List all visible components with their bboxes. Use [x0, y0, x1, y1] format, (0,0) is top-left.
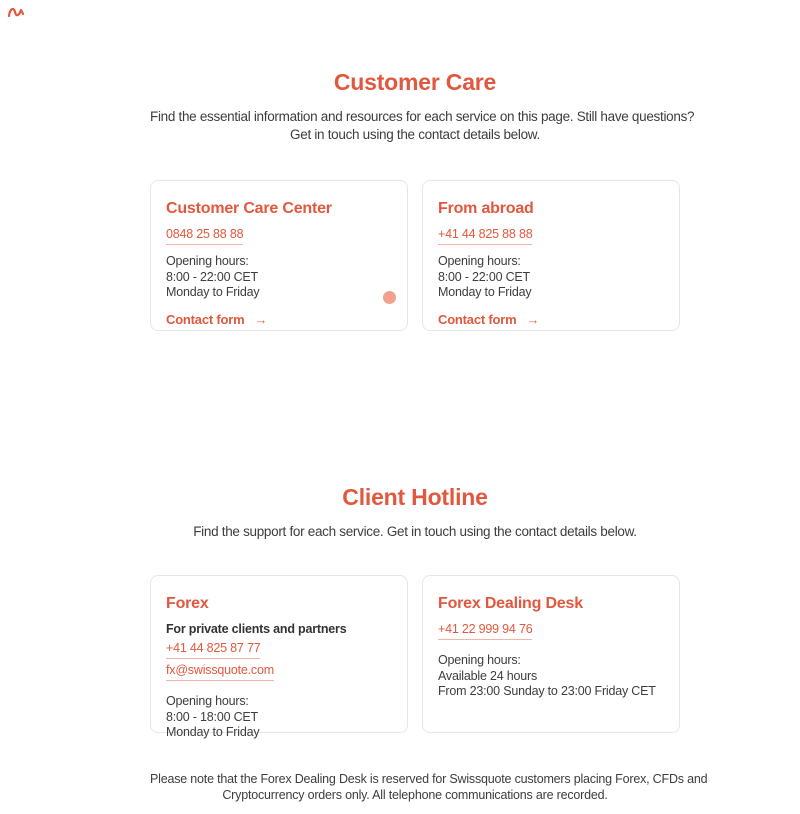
arrow-right-icon: →: [526, 311, 540, 327]
hours-label: Opening hours:: [166, 254, 249, 268]
footer-line: Cryptocurrency orders only. All telephone communications are recorded.: [222, 788, 608, 802]
opening-hours: [438, 254, 664, 301]
card-title: Customer Care Center: [166, 200, 332, 217]
hours-label: Opening hours:: [438, 254, 521, 268]
opening-hours: [438, 653, 664, 700]
customer-care-title: Customer Care: [333, 69, 497, 95]
hours-time: 8:00 - 22:00 CET: [166, 269, 258, 284]
phone-link[interactable]: 0848 25 88 88: [166, 226, 243, 245]
hours-days: Monday to Friday: [438, 285, 532, 299]
hours-time: 8:00 - 22:00 CET: [438, 269, 530, 284]
subtitle-line: Find the essential information and resources for each service on this page. Still have questions?: [150, 109, 695, 124]
contact-form-link[interactable]: [166, 312, 267, 327]
card-title: Forex Dealing Desk: [438, 595, 583, 612]
decorative-dot: [383, 291, 396, 304]
main-content: [150, 0, 708, 803]
card-title: From abroad: [438, 200, 534, 217]
footer-line: Please note that the Forex Dealing Desk is reserved for Swissquote customers placing Forex, CFDs and: [150, 772, 708, 786]
contact-form-label: Contact form: [438, 311, 517, 327]
customer-care-cards: [150, 180, 680, 331]
opening-hours: [166, 694, 392, 741]
hours-label: Opening hours:: [166, 694, 249, 708]
hours-availability: Available 24 hours: [438, 668, 538, 683]
hours-label: Opening hours:: [438, 653, 521, 667]
arrow-right-icon: →: [254, 311, 268, 327]
footer-note: [150, 771, 708, 803]
phone-link[interactable]: +41 44 825 87 77: [166, 640, 260, 659]
phone-link[interactable]: +41 44 825 88 88: [438, 226, 532, 245]
hours-schedule: From 23:00 Sunday to 23:00 Friday CET: [438, 684, 656, 698]
client-hotline-cards: [150, 575, 680, 739]
audience-label: For private clients and partners: [166, 622, 347, 636]
contact-form-link[interactable]: [438, 312, 539, 327]
subtitle-line: Find the support for each service. Get in touch using the contact details below.: [193, 524, 637, 539]
email-link[interactable]: fx@swissquote.com: [166, 662, 274, 681]
hours-days: Monday to Friday: [166, 725, 260, 739]
hours-time: 8:00 - 18:00 CET: [166, 709, 258, 724]
contact-form-label: Contact form: [166, 311, 245, 327]
corner-scribble-icon: [7, 5, 25, 20]
client-hotline-title: Client Hotline: [342, 484, 488, 510]
subtitle-line: Get in touch using the contact details below.: [290, 127, 540, 142]
opening-hours: [166, 254, 392, 301]
phone-link[interactable]: +41 22 999 94 76: [438, 621, 532, 640]
hours-days: Monday to Friday: [166, 285, 260, 299]
card-forex: [150, 575, 408, 739]
card-forex-dealing-desk: [422, 575, 680, 733]
customer-care-subtitle: [150, 108, 695, 144]
card-from-abroad: [422, 180, 680, 331]
card-customer-care-center: [150, 180, 408, 331]
card-title: Forex: [166, 595, 209, 612]
client-hotline-subtitle: [150, 523, 680, 541]
